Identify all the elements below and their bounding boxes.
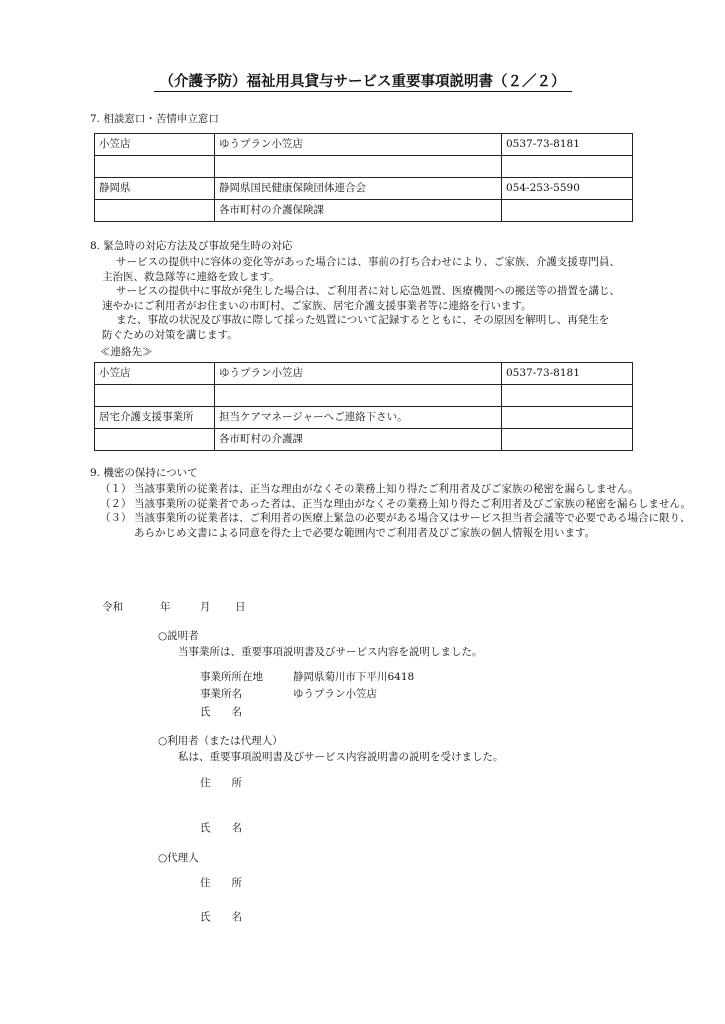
table-cell	[502, 200, 633, 222]
list-item	[100, 497, 694, 512]
table-cell	[215, 156, 502, 178]
table-cell	[502, 156, 633, 178]
date-day: 日	[235, 601, 246, 613]
table-cell: 054-253-5590	[502, 178, 633, 200]
table-cell	[95, 156, 215, 178]
list-text: 当該事業所の従業者は、正当な理由がなくその業務上知り得たご利用者及びご家族の秘密を漏らしません。	[134, 483, 639, 495]
list-text: 当該事業所の従業者であった者は、正当な理由がなくその業務上知り得たご利用者及びご家族の秘密を漏らしません。	[134, 497, 692, 510]
table-cell	[502, 385, 633, 407]
table-cell: 各市町村の介護保険課	[215, 200, 502, 222]
user-address-label: 住 所	[200, 777, 242, 789]
list-item	[100, 482, 694, 497]
list-number: （１）	[100, 483, 132, 495]
office-name-label: 事業所名	[200, 688, 242, 700]
user-heading: ○利用者（または代理人）	[158, 735, 283, 747]
table-cell	[502, 407, 633, 429]
table-cell: 居宅介護支援事業所	[95, 407, 215, 429]
table-cell	[95, 385, 215, 407]
list-text: 当該事業所の従業者は、ご利用者の医療上緊急の必要がある場合又はサービス担当者会議等で必要である場合に限り、あらかじめ文書による同意を得た上で必要な範囲内でご利用者及びご家族の個人情報を用います。	[134, 512, 691, 539]
table-row	[95, 407, 633, 429]
table-cell: 各市町村の介護課	[215, 429, 502, 451]
date-year: 年	[160, 601, 171, 613]
agent-heading: ○代理人	[158, 852, 199, 864]
table-cell: 0537-73-8181	[502, 363, 633, 385]
contact-label: ≪連絡先≫	[100, 346, 153, 358]
paragraph-line: 防ぐための対策を講じます。	[102, 328, 238, 341]
agent-name-label: 氏 名	[200, 911, 242, 923]
table-row	[95, 363, 633, 385]
table-row	[95, 178, 633, 200]
user-statement: 私は、重要事項説明書及びサービス内容説明書の説明を受けました。	[178, 751, 504, 763]
table-cell	[95, 200, 215, 222]
date-era: 令和	[102, 601, 123, 613]
explainer-statement: 当事業所は、重要事項説明書及びサービス内容を説明しました。	[178, 646, 483, 658]
table-cell	[502, 429, 633, 451]
section-9-heading: 9. 機密の保持について	[90, 467, 198, 479]
explainer-name-label: 氏 名	[200, 706, 242, 718]
document-title: （介護予防）福祉用具貸与サービス重要事項説明書（２／２）	[0, 73, 725, 92]
agent-address-label: 住 所	[200, 877, 242, 889]
table-cell: 静岡県	[95, 178, 215, 200]
section-8-heading: 8. 緊急時の対応方法及び事故発生時の対応	[90, 240, 293, 252]
user-name-label: 氏 名	[200, 822, 242, 834]
table-row	[95, 200, 633, 222]
paragraph-line: また、事故の状況及び事故に際して採った処置について記録するとともに、その原因を解明し、再発生を	[116, 314, 610, 326]
confidentiality-list	[100, 482, 694, 540]
table-cell	[215, 385, 502, 407]
office-address-label: 事業所所在地	[200, 671, 263, 683]
table-cell: 担当ケアマネージャーへご連絡下さい。	[215, 407, 502, 429]
table-cell: 0537-73-8181	[502, 134, 633, 156]
table-row	[95, 134, 633, 156]
consultation-table	[94, 133, 633, 222]
table-cell: 静岡県国民健康保険団体連合会	[215, 178, 502, 200]
emergency-paragraph	[102, 255, 620, 342]
date-month: 月	[200, 601, 211, 613]
table-cell: ゆうプラン小笠店	[215, 134, 502, 156]
explainer-heading: ○説明者	[158, 630, 199, 642]
paragraph-line: 速やかにご利用者がお住まいの市町村、ご家族、居宅介護支援事業者等に連絡を行います。	[102, 299, 532, 312]
contact-table	[94, 362, 633, 451]
table-row	[95, 156, 633, 178]
paragraph-line: サービスの提供中に事故が発生した場合は、ご利用者に対し応急処置、医療機関への搬送等の措置を講じ、	[116, 285, 620, 297]
table-cell: 小笠店	[95, 134, 215, 156]
table-row	[95, 429, 633, 451]
table-row	[95, 385, 633, 407]
table-cell	[95, 429, 215, 451]
paragraph-line: サービスの提供中に容体の変化等があった場合には、事前の打ち合わせにより、ご家族、介護支援専門員、	[116, 256, 620, 268]
list-number: （３）	[100, 512, 132, 524]
list-number: （２）	[100, 497, 132, 510]
table-cell: 小笠店	[95, 363, 215, 385]
paragraph-line: 主治医、救急隊等に連絡を致します。	[102, 270, 280, 283]
table-cell: ゆうプラン小笠店	[215, 363, 502, 385]
section-7-heading: 7. 相談窓口・苦情申立窓口	[90, 113, 219, 125]
office-name-value: ゆうプラン小笠店	[293, 688, 377, 700]
list-item	[100, 511, 694, 540]
office-address-value: 静岡県菊川市下平川6418	[293, 671, 415, 683]
